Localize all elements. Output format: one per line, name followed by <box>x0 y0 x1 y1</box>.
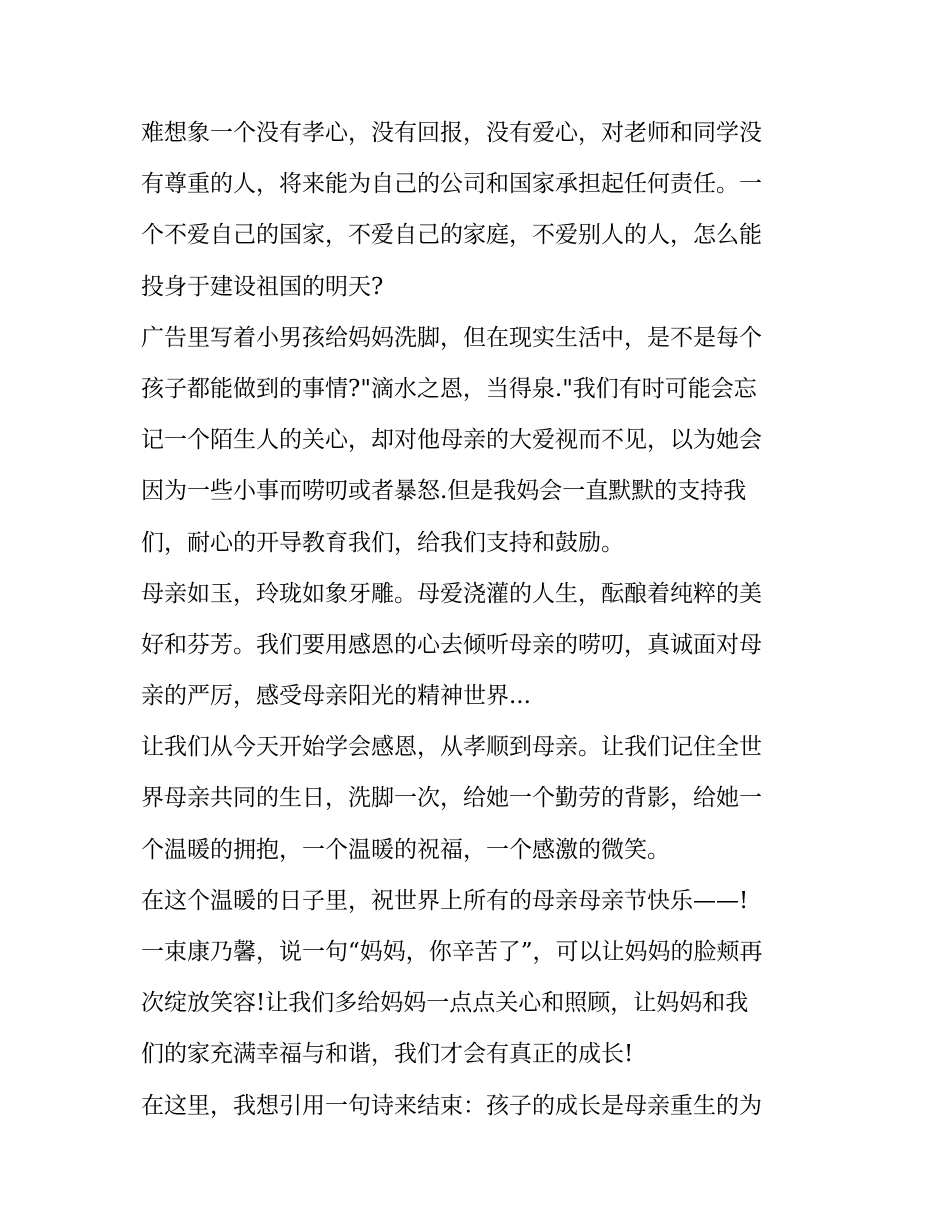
text-line: 亲的严厉，感受母亲阳光的精神世界... <box>141 683 531 710</box>
text-line: 在这里，我想引用一句诗来结束：孩子的成长是母亲重生的为 <box>141 1092 762 1119</box>
text-line: 母亲如玉，玲珑如象牙雕。母爱浇灌的人生，酝酿着纯粹的美 <box>141 580 762 607</box>
text-line: 们，耐心的开导教育我们，给我们支持和鼓励。 <box>141 529 624 556</box>
document-body <box>141 108 813 1132</box>
text-line: 在这个温暖的日子里，祝世界上所有的母亲母亲节快乐——! <box>141 887 749 914</box>
text-line: 广告里写着小男孩给妈妈洗脚，但在现实生活中，是不是每个 <box>141 324 762 351</box>
text-line: 好和芬芳。我们要用感恩的心去倾听母亲的唠叨，真诚面对母 <box>141 631 762 658</box>
text-line: 次绽放笑容!让我们多给妈妈一点点关心和照顾，让妈妈和我 <box>141 990 749 1017</box>
text-line: 投身于建设祖国的明天? <box>141 273 384 300</box>
text-line: 个不爱自己的国家，不爱自己的家庭，不爱别人的人，怎么能 <box>141 222 762 249</box>
text-line: 难想象一个没有孝心，没有回报，没有爱心，对老师和同学没 <box>141 120 762 146</box>
text-line: 界母亲共同的生日，洗脚一次，给她一个勤劳的背影，给她一 <box>141 785 762 812</box>
text-line: 有尊重的人，将来能为自己的公司和国家承担起任何责任。一 <box>141 171 762 198</box>
text-line: 个温暖的拥抱，一个温暖的祝福，一个感激的微笑。 <box>141 836 670 863</box>
text-line: 让我们从今天开始学会感恩，从孝顺到母亲。让我们记住全世 <box>141 734 762 761</box>
text-line: 一束康乃馨，说一句“妈妈，你辛苦了”，可以让妈妈的脸颊再 <box>141 939 763 965</box>
text-line: 们的家充满幸福与和谐，我们才会有真正的成长! <box>141 1041 634 1068</box>
text-line: 因为一些小事而唠叨或者暴怒.但是我妈会一直默默的支持我 <box>141 478 747 505</box>
text-line: 记一个陌生人的关心，却对他母亲的大爱视而不见，以为她会 <box>141 427 762 454</box>
text-line: 孩子都能做到的事情?"滴水之恩，当得泉."我们有时可能会忘 <box>141 375 757 402</box>
